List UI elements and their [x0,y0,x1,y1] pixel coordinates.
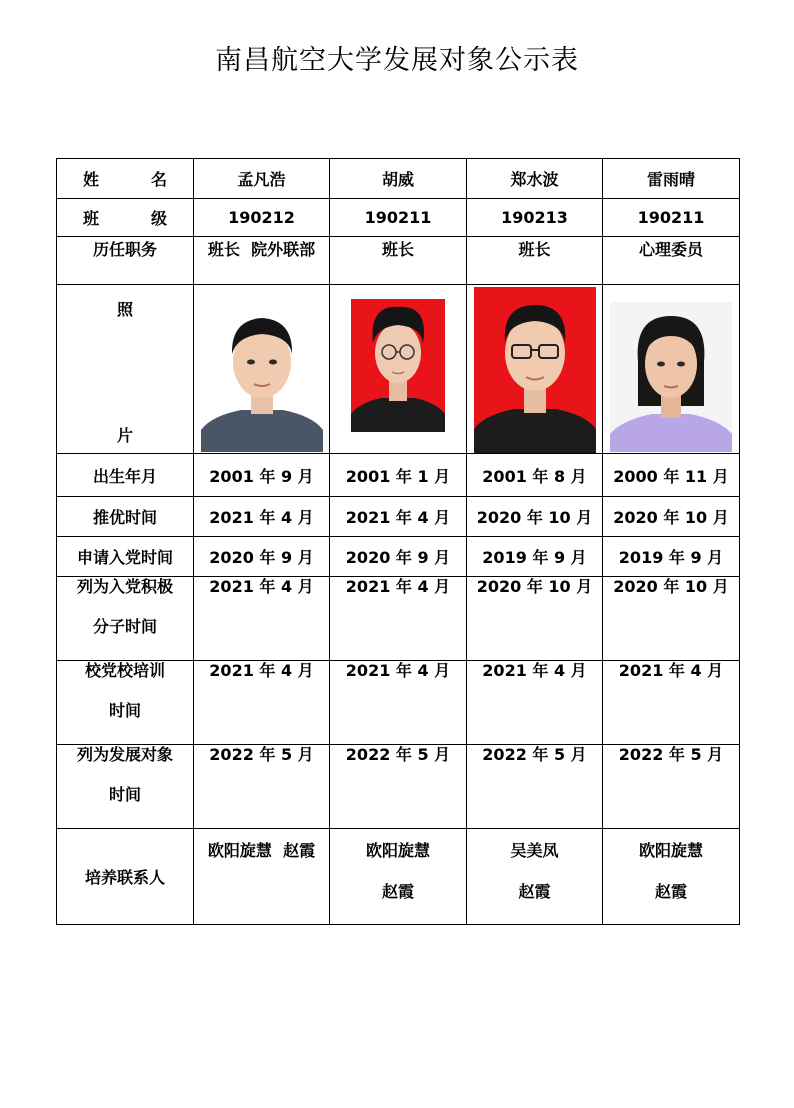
label-photo: 照 片 [57,285,194,454]
cell-training: 2021 年 4 月 [603,661,740,745]
label-name: 姓 名 [57,159,194,199]
cell-duty: 班长 院外联部 [194,237,330,285]
label-duty: 历任职务 [57,237,194,285]
cell-photo [194,285,330,454]
cell-photo [603,285,740,454]
cell-contact: 欧阳旋慧 赵霞 [330,829,467,925]
cell-activist: 2021 年 4 月 [330,577,467,661]
row-recommend [57,497,740,537]
cell-recommend: 2020 年 10 月 [603,497,740,537]
cell-apply: 2019 年 9 月 [603,537,740,577]
cell-activist: 2020 年 10 月 [603,577,740,661]
cell-recommend: 2021 年 4 月 [330,497,467,537]
cell-training: 2021 年 4 月 [467,661,603,745]
cell-apply: 2020 年 9 月 [194,537,330,577]
cell-birth: 2001 年 1 月 [330,454,467,497]
cell-contact: 欧阳旋慧 赵霞 [194,829,330,925]
row-training [57,661,740,745]
cell-birth: 2000 年 11 月 [603,454,740,497]
cell-class: 190213 [467,199,603,237]
cell-duty: 心理委员 [603,237,740,285]
cell-develop: 2022 年 5 月 [330,745,467,829]
cell-duty: 班长 [467,237,603,285]
photo-person-3 [474,287,596,453]
cell-apply: 2020 年 9 月 [330,537,467,577]
cell-duty: 班长 [330,237,467,285]
label-recommend: 推优时间 [57,497,194,537]
label-training: 校党校培训 时间 [57,661,194,745]
cell-recommend: 2021 年 4 月 [194,497,330,537]
cell-activist: 2021 年 4 月 [194,577,330,661]
photo-person-4 [610,302,732,452]
cell-develop: 2022 年 5 月 [467,745,603,829]
photo-person-2 [351,299,445,432]
label-activist: 列为入党积极 分子时间 [57,577,194,661]
photo-person-1 [201,302,323,452]
row-apply [57,537,740,577]
row-birth [57,454,740,497]
cell-name: 胡威 [330,159,467,199]
row-photo [57,285,740,454]
cell-develop: 2022 年 5 月 [603,745,740,829]
label-contact: 培养联系人 [57,829,194,925]
row-name [57,159,740,199]
cell-name: 郑水波 [467,159,603,199]
cell-class: 190212 [194,199,330,237]
publicity-table [56,158,740,925]
cell-name: 孟凡浩 [194,159,330,199]
cell-photo [330,285,467,454]
photo-shirt [474,409,596,453]
cell-apply: 2019 年 9 月 [467,537,603,577]
cell-activist: 2020 年 10 月 [467,577,603,661]
label-birth: 出生年月 [57,454,194,497]
row-duty [57,237,740,285]
cell-photo [467,285,603,454]
cell-class: 190211 [330,199,467,237]
label-develop: 列为发展对象 时间 [57,745,194,829]
cell-birth: 2001 年 9 月 [194,454,330,497]
cell-class: 190211 [603,199,740,237]
cell-name: 雷雨晴 [603,159,740,199]
cell-training: 2021 年 4 月 [330,661,467,745]
label-apply: 申请入党时间 [57,537,194,577]
row-class [57,199,740,237]
row-activist [57,577,740,661]
cell-birth: 2001 年 8 月 [467,454,603,497]
row-contact [57,829,740,925]
cell-recommend: 2020 年 10 月 [467,497,603,537]
cell-contact: 欧阳旋慧 赵霞 [603,829,740,925]
cell-contact: 吴美凤 赵霞 [467,829,603,925]
row-develop [57,745,740,829]
cell-training: 2021 年 4 月 [194,661,330,745]
page-title: 南昌航空大学发展对象公示表 [215,45,579,76]
cell-develop: 2022 年 5 月 [194,745,330,829]
label-class: 班 级 [57,199,194,237]
